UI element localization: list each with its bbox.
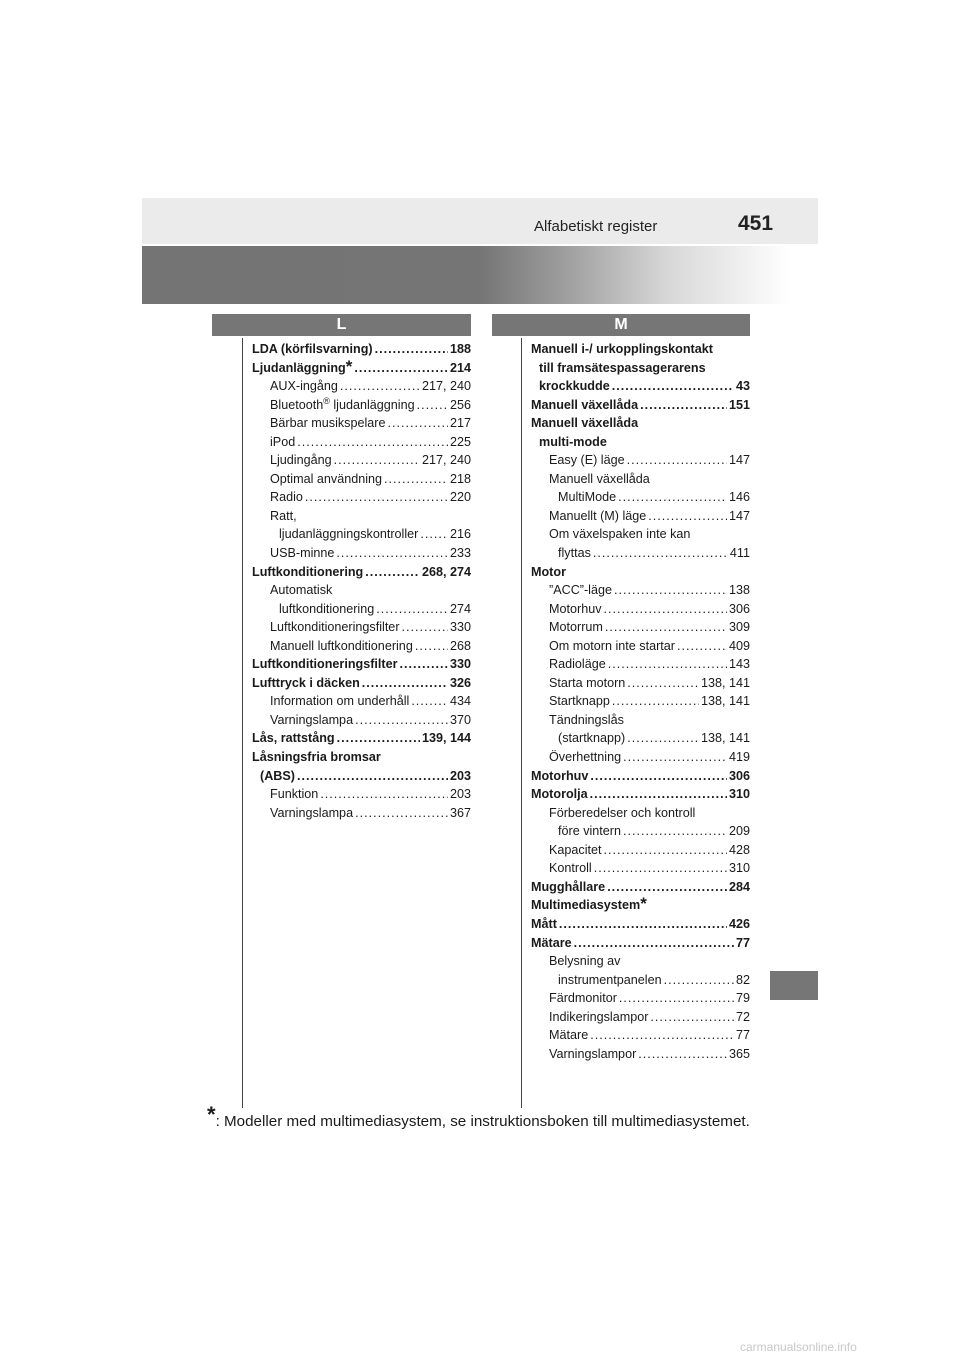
index-subentry: Färdmonitor ..... 79 [531,989,750,1008]
index-subentry: Kapacitet ..... 428 [531,841,750,860]
index-subentry: Varningslampa ..... 367 [252,804,471,823]
index-entry: Multimediasystem * [531,896,647,914]
index-subentry: (startknapp) ..... 138, 141 [531,729,750,748]
index-subentry: Indikeringslampor ..... 72 [531,1008,750,1027]
index-subentry: Om växelspaken inte kan [549,527,691,542]
index-subentry: AUX-ingång ..... 217, 240 [252,377,471,396]
index-subentry: Tändningslås [549,712,624,727]
index-subentry: ljudanläggningskontroller ..... 216 [252,525,471,544]
index-entry: Manuell växellåda [531,416,639,431]
index-subentry: MultiMode ..... 146 [531,488,750,507]
letter-heading-l: L [212,314,471,336]
index-subentry: Mätare ..... 77 [531,1026,750,1045]
index-entry: Mätare ..... 77 [531,934,750,953]
index-subentry: Kontroll ..... 310 [531,859,750,878]
column-divider-right [521,338,522,1108]
index-column-m [531,340,750,1063]
index-entry: Manuell i-/ urkopplingskontakt [531,342,713,356]
index-subentry: Information om underhåll ..... 434 [252,692,471,711]
column-divider-left [242,338,243,1108]
index-entry: krockkudde ..... 43 [531,377,750,396]
index-entry: Mått ..... 426 [531,915,750,934]
index-subentry: Överhettning ..... 419 [531,748,750,767]
index-entry: Ljudanläggning * ..... 214 [252,359,471,378]
letter-heading-m: M [492,314,750,336]
index-subentry: Radio ..... 220 [252,488,471,507]
index-subentry: Startknapp ..... 138, 141 [531,692,750,711]
index-subentry: Bärbar musikspelare ..... 217 [252,414,471,433]
index-subentry: Belysning av [549,954,621,969]
index-entry: Låsningsfria bromsar [252,750,381,765]
footnote-asterisk: * [207,1102,216,1127]
index-entry: Mugghållare ..... 284 [531,878,750,897]
index-entry: Manuell växellåda ..... 151 [531,396,750,415]
index-subentry: ”ACC”-läge ..... 138 [531,581,750,600]
index-entry: Motorhuv ..... 306 [531,767,750,786]
index-subentry: flyttas ..... 411 [531,544,750,563]
footnote-text: : Modeller med multimediasystem, se instruktionsboken till multimediasystemet. [215,1113,750,1130]
index-subentry: luftkonditionering ..... 274 [252,600,471,619]
index-entry: Lufttryck i däcken ..... 326 [252,674,471,693]
registered-mark: ® [323,395,330,406]
index-entry: Motor [531,564,566,579]
index-entry: (ABS) ..... 203 [252,767,471,786]
footnote [207,1102,750,1130]
index-subentry: Ratt, [270,508,297,523]
watermark: carmanualsonline.info [740,1340,857,1354]
index-subentry: före vintern ..... 209 [531,822,750,841]
index-subentry: Motorrum ..... 309 [531,618,750,637]
index-subentry: Automatisk [270,583,333,598]
index-subentry: Bluetooth® ljudanläggning ..... 256 [252,396,471,415]
index-entry: Lås, rattstång ..... 139, 144 [252,729,471,748]
index-column-l [252,340,471,822]
index-subentry: USB-minne ..... 233 [252,544,471,563]
index-subentry: Varningslampa ..... 370 [252,711,471,730]
index-subentry: Luftkonditioneringsfilter ..... 330 [252,618,471,637]
index-subentry: Manuellt (M) läge ..... 147 [531,507,750,526]
index-entry: till framsätespassagerarens [539,360,706,375]
header-gradient-band [142,246,818,304]
index-subentry: Starta motorn ..... 138, 141 [531,674,750,693]
page-number: 451 [738,212,774,235]
index-subentry: iPod ..... 225 [252,433,471,452]
index-subentry: Förberedelser och kontroll [549,805,696,820]
index-subentry: Optimal användning ..... 218 [252,470,471,489]
index-entry: Motorolja ..... 310 [531,785,750,804]
index-entry: Luftkonditioneringsfilter ..... 330 [252,655,471,674]
index-entry: multi-mode [539,434,607,449]
index-subentry: Varningslampor ..... 365 [531,1045,750,1064]
index-subentry: Radioläge ..... 143 [531,655,750,674]
index-subentry: instrumentpanelen ..... 82 [531,971,750,990]
index-subentry: Om motorn inte startar ..... 409 [531,637,750,656]
index-entry: Luftkonditionering ..... 268, 274 [252,563,471,582]
section-title: Alfabetiskt register [534,218,658,235]
index-subentry: Ljudingång ..... 217, 240 [252,451,471,470]
index-subentry: Easy (E) läge ..... 147 [531,451,750,470]
index-subentry: Manuell växellåda [549,471,650,486]
index-entry: LDA (körfilsvarning) ..... 188 [252,340,471,359]
index-subentry: Motorhuv ..... 306 [531,600,750,619]
header-light-band [142,198,818,244]
index-subentry: Manuell luftkonditionering ..... 268 [252,637,471,656]
index-subentry: Funktion ..... 203 [252,785,471,804]
thumb-index-tab [770,971,818,1000]
